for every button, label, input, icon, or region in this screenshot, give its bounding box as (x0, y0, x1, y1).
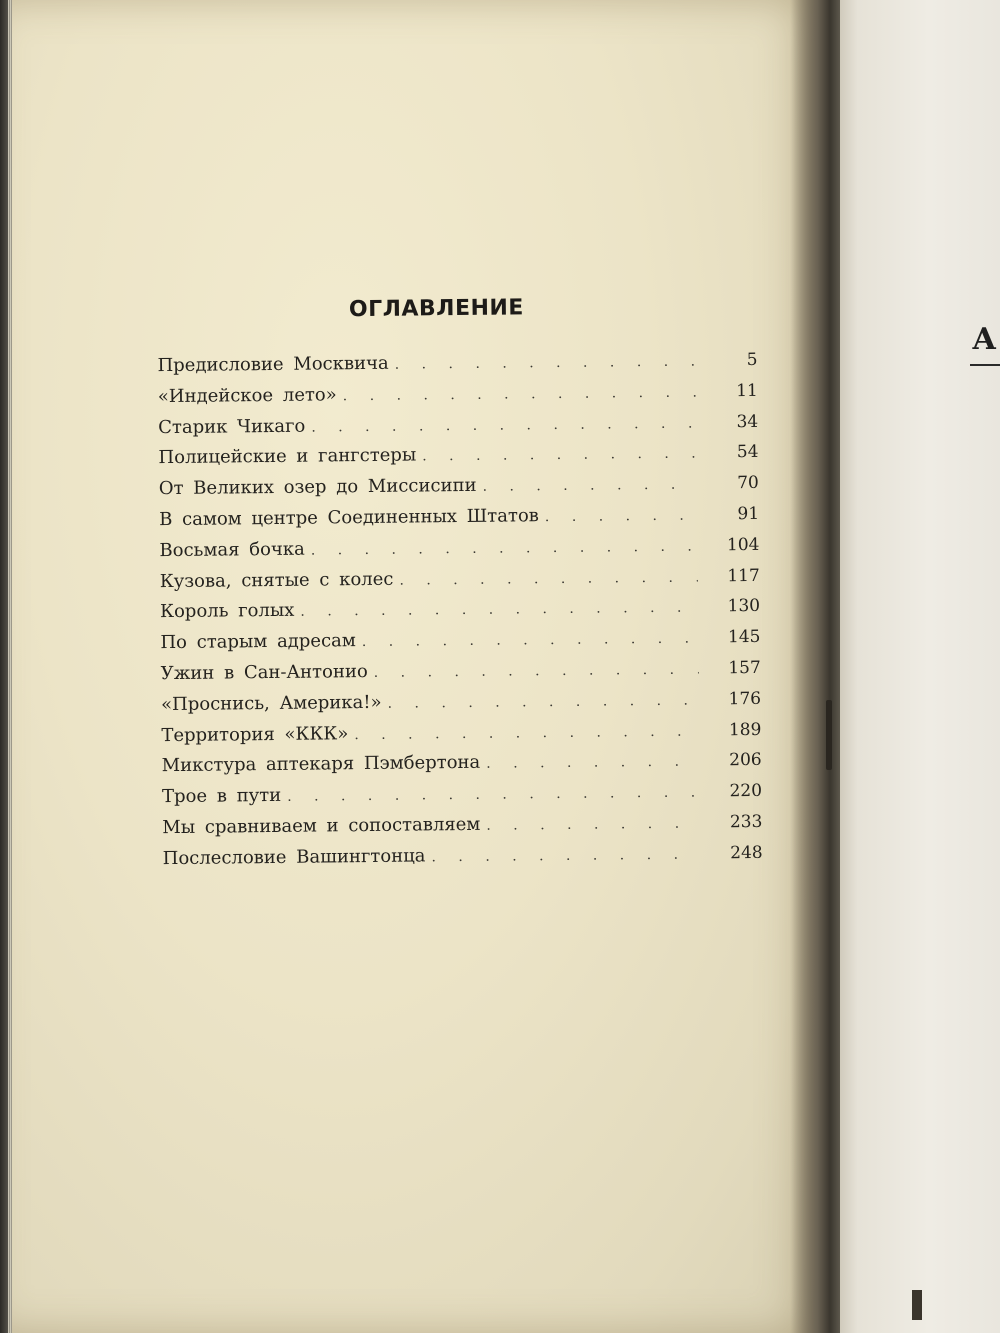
dot-leader (374, 661, 699, 680)
toc-entry-page-number: 189 (728, 719, 762, 740)
dot-leader (486, 754, 700, 772)
dot-leader (388, 692, 700, 711)
toc-entry-title: Микстура аптекаря Пэмбертона (161, 752, 481, 777)
contents-page (12, 0, 822, 1333)
toc-entry-page-number: 157 (728, 657, 761, 679)
toc-entry-page-number: 248 (730, 842, 763, 863)
toc-entry-page-number: 145 (727, 627, 761, 648)
toc-entry-title: Восьмая бочка (159, 538, 305, 561)
toc-entry-title: Послесловие Вашингтонца (162, 845, 426, 869)
dot-leader (354, 723, 699, 743)
toc-entry-title: Полицейские и гангстеры (158, 444, 417, 469)
toc-entry-page-number: 130 (727, 596, 761, 617)
table-of-contents (6, 0, 830, 1333)
dot-leader (422, 446, 696, 465)
dot-leader (399, 569, 698, 588)
dot-leader (311, 538, 698, 558)
toc-entry (163, 842, 763, 879)
toc-entry-title: Кузова, снятые с колес (159, 568, 394, 592)
toc-entry-page-number: 91 (737, 503, 760, 525)
dot-leader (395, 354, 696, 373)
dot-leader (482, 477, 696, 495)
toc-entry-title: «Индейское лето» (157, 384, 337, 407)
book-gutter (790, 0, 840, 1333)
page-title: ОГЛАВЛЕНИЕ (348, 295, 525, 323)
dot-leader (343, 384, 696, 404)
toc-entry-page-number: 220 (729, 781, 763, 802)
toc-list (157, 349, 762, 879)
toc-entry-title: Территория «ККК» (161, 722, 349, 746)
dot-leader (362, 631, 699, 651)
facing-page-rule (970, 364, 1000, 366)
dot-leader (287, 785, 700, 805)
facing-page-heading: А (972, 322, 997, 357)
toc-entry-page-number: 104 (726, 534, 760, 556)
dot-leader (311, 415, 696, 435)
dot-leader (431, 846, 700, 865)
binding-mark (826, 700, 832, 770)
toc-entry-page-number: 176 (728, 688, 762, 709)
dot-leader (545, 508, 697, 526)
toc-entry-page-number: 117 (727, 565, 760, 586)
toc-entry-page-number: 11 (736, 380, 758, 401)
toc-entry-page-number: 5 (746, 349, 758, 371)
toc-entry-page-number: 54 (736, 442, 759, 463)
facing-page (822, 0, 1000, 1333)
toc-entry-title: «Проснись, Америка!» (160, 691, 382, 715)
toc-entry-title: Мы сравниваем и сопоставляем (162, 813, 481, 839)
toc-entry-title: Король голых (159, 600, 295, 623)
toc-entry-title: Предисловие Москвича (157, 352, 389, 377)
toc-entry-title: Старик Чикаго (158, 415, 306, 438)
toc-entry-page-number: 34 (736, 411, 759, 432)
dot-leader (486, 815, 700, 833)
toc-entry-title: Трое в пути (161, 785, 282, 808)
toc-entry-page-number: 233 (729, 811, 763, 833)
toc-entry-title: По старым адресам (160, 630, 356, 654)
toc-entry-page-number: 70 (737, 473, 759, 494)
toc-entry-title: В самом центре Соединенных Штатов (159, 505, 539, 531)
dot-leader (300, 600, 698, 620)
toc-entry-title: Ужин в Сан-Антонио (160, 660, 368, 685)
toc-entry-page-number: 206 (729, 750, 762, 771)
bookmark-ribbon (912, 1290, 922, 1320)
toc-entry-title: От Великих озер до Миссисипи (158, 475, 477, 500)
